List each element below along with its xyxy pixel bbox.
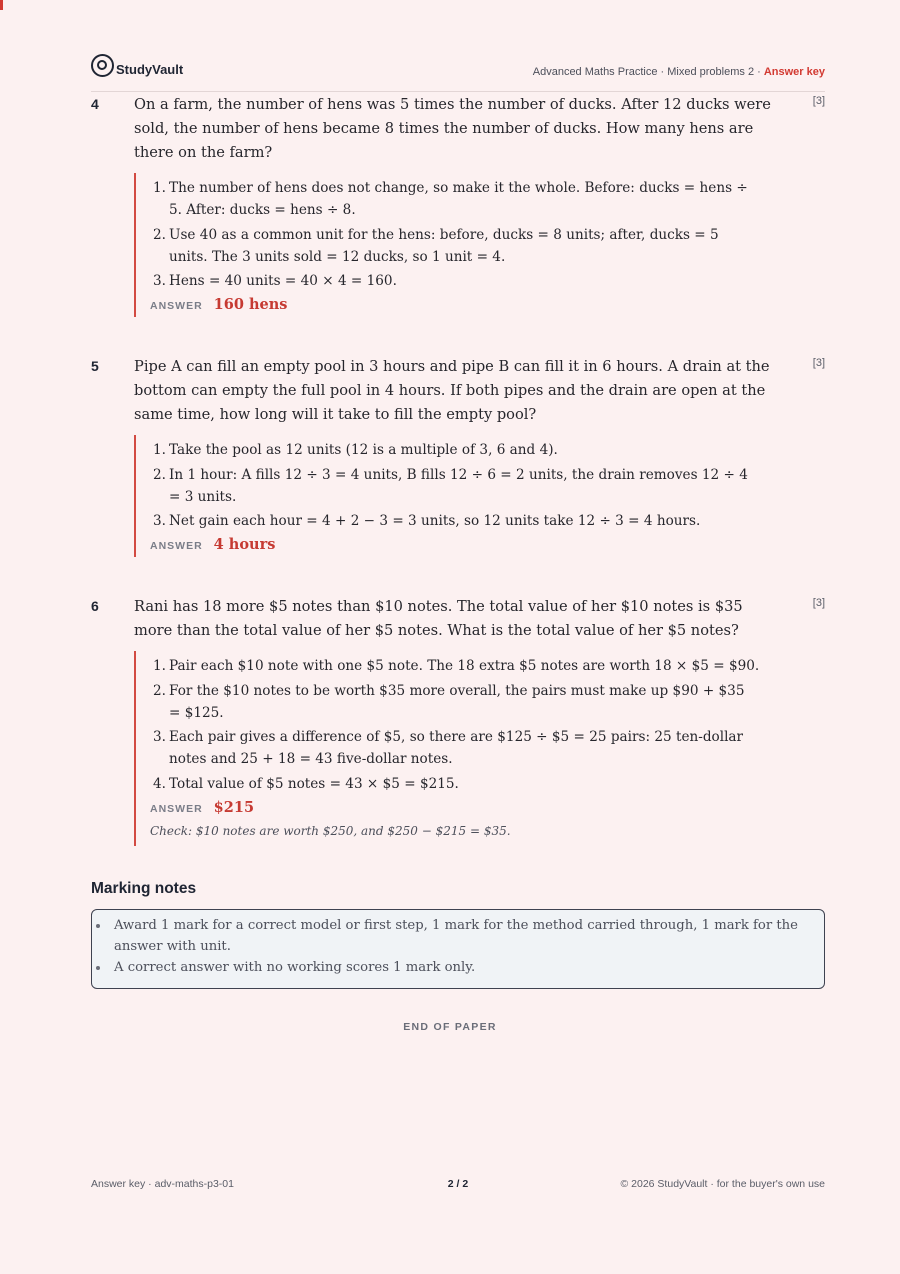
question-4	[91, 93, 825, 317]
solution	[134, 651, 825, 846]
answer-row	[150, 296, 825, 313]
answer-label: ANSWER	[150, 802, 203, 815]
marking-notes-list	[114, 915, 810, 978]
marking-note: A correct answer with no working scores 1 mark only.	[114, 957, 814, 978]
page-header	[91, 52, 825, 92]
solution-steps	[150, 177, 825, 292]
logo	[91, 54, 183, 77]
breadcrumb	[533, 66, 825, 78]
end-of-paper: END OF PAPER	[403, 1021, 497, 1033]
marking-notes-box	[91, 909, 825, 989]
solution-step: 3. Each pair gives a difference of $5, so there are $125 ÷ $5 = 25 pairs: 25 ten-dollar notes and 25 + 18 = 43 five-dollar notes.	[153, 729, 744, 767]
solution-step: 3. Hens = 40 units = 40 × 4 = 160.	[153, 273, 397, 289]
answer-label: ANSWER	[150, 300, 203, 312]
solution-step: 2. Use 40 as a common unit for the hens: before, ducks = 8 units; after, ducks = 5 units. The 3 units sold = 12 ducks, so 1 unit = 4.	[153, 226, 719, 265]
breadcrumb-accent: Answer key	[763, 66, 825, 78]
answer-value: $215	[213, 798, 255, 816]
solution-step: 3. Net gain each hour = 4 + 2 − 3 = 3 units, so 12 units take 12 ÷ 3 = 4 hours.	[153, 513, 701, 529]
question-marks: [3]	[812, 95, 825, 107]
footer-copyright: © 2026 StudyVault · for the buyer's own use	[620, 1178, 825, 1190]
bullet-icon	[96, 924, 100, 928]
marking-note: Award 1 mark for a correct model or first step, 1 mark for the method carried through, 1 mark for the answer with unit.	[114, 915, 814, 957]
answer-row	[150, 536, 825, 553]
corner-mark	[0, 0, 3, 10]
solution-step: 2. In 1 hour: A fills 12 ÷ 3 = 4 units, B fills 12 ÷ 6 = 2 units, the drain removes 12 ÷ 4 = 3 units.	[153, 466, 748, 505]
breadcrumb-text: Advanced Maths Practice · Mixed problems 2 ·	[532, 66, 764, 78]
question-marks: [3]	[812, 357, 825, 369]
solution	[134, 173, 825, 317]
question-number: 5	[91, 358, 99, 374]
check-note: Check: $10 notes are worth $250, and $250 − $215 = $35.	[150, 823, 511, 838]
question-text: On a farm, the number of hens was 5 times the number of ducks. After 12 ducks were sold, the number of hens became 8 times the number of ducks. How many hens are there on the farm?	[134, 96, 771, 161]
solution	[134, 435, 825, 557]
question-number: 6	[91, 598, 99, 614]
question-text: Pipe A can fill an empty pool in 3 hours and pipe B can fill it in 6 hours. A drain at the bottom can empty the full pool in 4 hours. If both pipes and the drain are open at the same time, how long will it take to fill the empty pool?	[134, 358, 770, 423]
page-number: 2 / 2	[447, 1178, 469, 1190]
answer-value: 160 hens	[213, 296, 288, 313]
solution-step: 1. Take the pool as 12 units (12 is a multiple of 3, 6 and 4).	[153, 442, 558, 458]
question-6	[91, 595, 825, 846]
solution-step: 2. For the $10 notes to be worth $35 more overall, the pairs must make up $90 + $35 = $125.	[153, 682, 745, 721]
solution-step: 1. Pair each $10 note with one $5 note. The 18 extra $5 notes are worth 18 × $5 = $90.	[153, 658, 760, 674]
question-marks: [3]	[812, 597, 825, 609]
question-5	[91, 355, 825, 557]
bullet-icon	[96, 966, 100, 970]
solution-steps	[150, 655, 825, 795]
answer-row	[150, 799, 825, 816]
question-number: 4	[91, 96, 99, 112]
answer-label: ANSWER	[150, 540, 203, 552]
logo-icon	[91, 54, 114, 77]
marking-notes-title: Marking notes	[91, 880, 197, 897]
solution-step: 1. The number of hens does not change, so make it the whole. Before: ducks = hens ÷ 5. After: ducks = hens ÷ 8.	[153, 180, 748, 218]
answer-value: 4 hours	[213, 536, 276, 553]
solution-step: 4. Total value of $5 notes = 43 × $5 = $215.	[153, 775, 459, 792]
footer-doc-id: Answer key · adv-maths-p3-01	[91, 1178, 234, 1190]
question-text: Rani has 18 more $5 notes than $10 notes. The total value of her $10 notes is $35 more than the total value of her $5 notes. What is the total value of her $5 notes?	[134, 598, 743, 639]
solution-steps	[150, 439, 825, 532]
brand-name: StudyVault	[116, 62, 184, 77]
